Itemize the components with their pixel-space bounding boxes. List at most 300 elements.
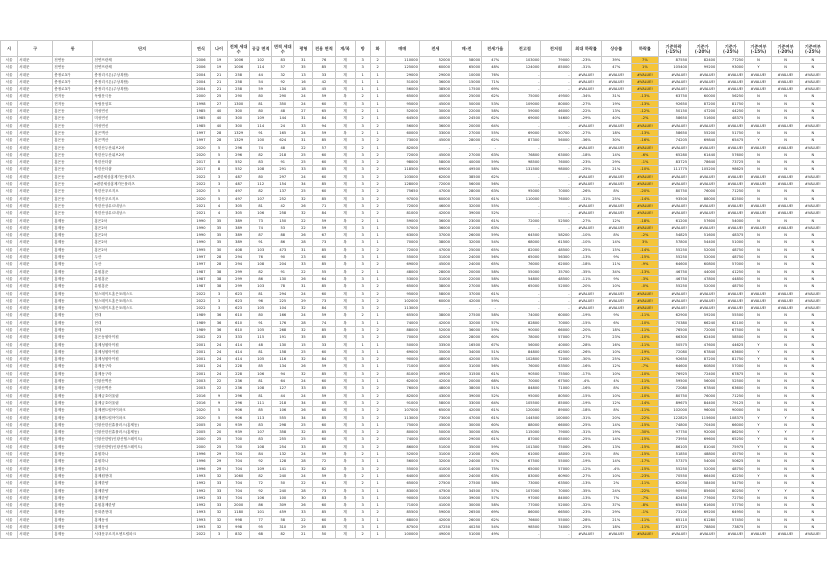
- table-cell[interactable]: 25: [210, 436, 227, 443]
- table-cell[interactable]: 서울: [1, 239, 18, 246]
- table-cell[interactable]: 42000: [419, 319, 451, 326]
- table-cell[interactable]: -3%: [631, 275, 658, 282]
- table-cell[interactable]: N: [772, 399, 799, 406]
- table-cell[interactable]: #VALUE!: [772, 202, 799, 209]
- table-cell[interactable]: #VALUE!: [689, 210, 717, 217]
- table-cell[interactable]: N: [799, 275, 826, 282]
- table-cell[interactable]: 79000: [541, 57, 571, 64]
- table-cell[interactable]: 3: [355, 443, 370, 450]
- table-cell[interactable]: 44625: [717, 341, 745, 348]
- table-cell[interactable]: 25%: [601, 195, 631, 202]
- table-cell[interactable]: 2006: [191, 57, 210, 64]
- table-cell[interactable]: 52500: [717, 378, 745, 385]
- table-cell[interactable]: 홍제동: [53, 319, 93, 326]
- table-cell[interactable]: 95000: [385, 100, 419, 107]
- table-cell[interactable]: 102800: [509, 356, 541, 363]
- table-cell[interactable]: 109: [250, 115, 272, 122]
- table-cell[interactable]: -20%: [571, 326, 601, 333]
- table-cell[interactable]: 82: [250, 268, 272, 275]
- table-cell[interactable]: 서대문: [18, 392, 53, 399]
- table-cell[interactable]: 49500: [541, 93, 571, 100]
- table-cell[interactable]: 2020: [191, 188, 210, 195]
- table-cell[interactable]: 2: [370, 392, 385, 399]
- table-cell[interactable]: 25: [294, 348, 313, 355]
- table-cell[interactable]: #VALUE!: [658, 290, 688, 297]
- table-cell[interactable]: 홍제동: [53, 239, 93, 246]
- table-cell[interactable]: 73000: [509, 480, 541, 487]
- table-cell[interactable]: 홍은동: [53, 115, 93, 122]
- table-cell[interactable]: 천연동: [53, 57, 93, 64]
- table-cell[interactable]: 34000: [452, 348, 482, 355]
- table-cell[interactable]: 150: [272, 217, 294, 224]
- table-cell[interactable]: 2: [355, 480, 370, 487]
- table-cell[interactable]: #VALUE!: [658, 181, 688, 188]
- table-cell[interactable]: N: [799, 443, 826, 450]
- table-cell[interactable]: 85: [313, 246, 335, 253]
- table-cell[interactable]: 75000: [509, 93, 541, 100]
- table-cell[interactable]: N: [772, 451, 799, 458]
- table-cell[interactable]: 24: [294, 472, 313, 479]
- table-cell[interactable]: 61600: [689, 502, 717, 509]
- table-cell[interactable]: 3: [355, 195, 370, 202]
- table-cell[interactable]: 24: [294, 392, 313, 399]
- table-cell[interactable]: 81750: [717, 100, 745, 107]
- table-cell[interactable]: 1990: [191, 239, 210, 246]
- table-cell[interactable]: 홍제동: [53, 494, 93, 501]
- table-cell[interactable]: 32: [294, 429, 313, 436]
- table-cell[interactable]: 홍제센트럴아이파크: [93, 407, 191, 414]
- table-cell[interactable]: 북한산상무르네상스: [93, 210, 191, 217]
- table-cell[interactable]: 2003: [191, 385, 210, 392]
- table-cell[interactable]: 111775: [658, 166, 688, 173]
- column-header[interactable]: 전저점: [541, 41, 571, 57]
- table-cell[interactable]: 62%: [482, 115, 509, 122]
- table-cell[interactable]: #VALUE!: [717, 173, 745, 180]
- table-cell[interactable]: 3: [355, 159, 370, 166]
- table-cell[interactable]: N: [799, 261, 826, 268]
- table-cell[interactable]: 52000: [541, 283, 571, 290]
- table-cell[interactable]: 59: [313, 392, 335, 399]
- table-cell[interactable]: 서대문: [18, 195, 53, 202]
- table-cell[interactable]: 25: [210, 93, 227, 100]
- table-cell[interactable]: -31%: [571, 195, 601, 202]
- table-cell[interactable]: 47%: [601, 64, 631, 71]
- table-cell[interactable]: 2020: [191, 407, 210, 414]
- table-cell[interactable]: #VALUE!: [717, 181, 745, 188]
- table-cell[interactable]: 25: [294, 436, 313, 443]
- table-cell[interactable]: 3: [210, 297, 227, 304]
- table-cell[interactable]: 1993: [191, 516, 210, 523]
- table-cell[interactable]: #VALUE!: [772, 210, 799, 217]
- table-cell[interactable]: 서울: [1, 64, 18, 71]
- table-cell[interactable]: 3: [355, 246, 370, 253]
- table-cell[interactable]: -: [509, 202, 541, 209]
- table-cell[interactable]: 3: [355, 188, 370, 195]
- table-cell[interactable]: 1: [370, 239, 385, 246]
- table-cell[interactable]: 57800: [658, 239, 688, 246]
- table-cell[interactable]: 49000: [419, 531, 451, 538]
- table-cell[interactable]: 36000: [452, 326, 482, 333]
- table-cell[interactable]: 12%: [601, 399, 631, 406]
- table-cell[interactable]: 2020: [191, 151, 210, 158]
- table-cell[interactable]: 14000: [452, 465, 482, 472]
- table-cell[interactable]: #VALUE!: [571, 144, 601, 151]
- table-cell[interactable]: 48500: [541, 275, 571, 282]
- table-cell[interactable]: 236: [228, 378, 250, 385]
- table-cell[interactable]: 1: [370, 494, 385, 501]
- table-cell[interactable]: 110000: [509, 195, 541, 202]
- table-cell[interactable]: 1: [370, 378, 385, 385]
- table-cell[interactable]: 58%: [482, 268, 509, 275]
- table-cell[interactable]: 22000: [452, 275, 482, 282]
- column-header[interactable]: 기준가 (-20%): [689, 41, 717, 57]
- table-cell[interactable]: 28000: [452, 334, 482, 341]
- table-cell[interactable]: 8: [210, 159, 227, 166]
- table-cell[interactable]: 98000: [541, 166, 571, 173]
- table-cell[interactable]: 인왕산벽산: [93, 378, 191, 385]
- table-cell[interactable]: 계: [335, 290, 355, 297]
- table-cell[interactable]: 74000: [509, 312, 541, 319]
- table-cell[interactable]: 57%: [482, 319, 509, 326]
- table-cell[interactable]: 서울: [1, 378, 18, 385]
- table-cell[interactable]: -10%: [571, 232, 601, 239]
- table-cell[interactable]: 두산: [93, 254, 191, 261]
- table-cell[interactable]: 2: [355, 451, 370, 458]
- table-cell[interactable]: 78000: [509, 334, 541, 341]
- table-cell[interactable]: 100000: [541, 414, 571, 421]
- table-cell[interactable]: N: [745, 108, 772, 115]
- table-cell[interactable]: 55000: [541, 458, 571, 465]
- table-cell[interactable]: 1: [355, 78, 370, 85]
- table-cell[interactable]: 294: [228, 254, 250, 261]
- table-cell[interactable]: 홍은동: [53, 108, 93, 115]
- table-cell[interactable]: 298: [272, 421, 294, 428]
- table-cell[interactable]: 3: [355, 64, 370, 71]
- table-cell[interactable]: 55000: [385, 254, 419, 261]
- table-cell[interactable]: 296: [228, 399, 250, 406]
- table-cell[interactable]: -14%: [631, 195, 658, 202]
- table-cell[interactable]: 113000: [385, 305, 419, 312]
- table-cell[interactable]: 홍은동: [53, 129, 93, 136]
- table-cell[interactable]: 85600: [689, 487, 717, 494]
- table-cell[interactable]: 1006: [228, 64, 250, 71]
- table-cell[interactable]: Y: [745, 414, 772, 421]
- table-cell[interactable]: 60: [313, 378, 335, 385]
- table-cell[interactable]: 32000: [419, 458, 451, 465]
- table-cell[interactable]: 75%: [482, 465, 509, 472]
- table-cell[interactable]: 240: [272, 472, 294, 479]
- table-cell[interactable]: #VALUE!: [745, 181, 772, 188]
- table-cell[interactable]: N: [772, 64, 799, 71]
- table-cell[interactable]: -15%: [571, 392, 601, 399]
- table-cell[interactable]: 63600: [717, 348, 745, 355]
- table-cell[interactable]: N: [799, 385, 826, 392]
- table-cell[interactable]: 74: [250, 144, 272, 151]
- table-cell[interactable]: 72080: [658, 348, 688, 355]
- column-header[interactable]: 시: [1, 41, 18, 57]
- table-cell[interactable]: 복: [335, 326, 355, 333]
- table-cell[interactable]: 홍은동원아이원: [93, 334, 191, 341]
- table-cell[interactable]: #VALUE!: [601, 71, 631, 78]
- table-cell[interactable]: 복: [335, 261, 355, 268]
- table-cell[interactable]: 35: [294, 64, 313, 71]
- table-cell[interactable]: #VALUE!: [658, 224, 688, 231]
- table-cell[interactable]: 1: [370, 93, 385, 100]
- table-cell[interactable]: 홍제성원아이원: [93, 348, 191, 355]
- table-cell[interactable]: 72000: [385, 151, 419, 158]
- table-cell[interactable]: 2: [370, 122, 385, 129]
- table-cell[interactable]: 서울: [1, 283, 18, 290]
- table-cell[interactable]: 서대문: [18, 494, 53, 501]
- table-cell[interactable]: 76000: [385, 385, 419, 392]
- table-cell[interactable]: N: [772, 494, 799, 501]
- table-cell[interactable]: 1: [355, 71, 370, 78]
- table-cell[interactable]: 26: [294, 275, 313, 282]
- table-cell[interactable]: 62%: [482, 137, 509, 144]
- table-cell[interactable]: 73: [313, 239, 335, 246]
- table-cell[interactable]: 서울: [1, 494, 18, 501]
- table-cell[interactable]: 74000: [385, 319, 419, 326]
- table-cell[interactable]: 1985: [191, 122, 210, 129]
- table-cell[interactable]: 50150: [658, 108, 688, 115]
- table-cell[interactable]: 3: [355, 516, 370, 523]
- table-cell[interactable]: 47250: [419, 524, 451, 531]
- table-cell[interactable]: 인왕산한양(인왕산힐스테이트): [93, 443, 191, 450]
- table-cell[interactable]: 서대문: [18, 151, 53, 158]
- table-cell[interactable]: #VALUE!: [717, 202, 745, 209]
- table-cell[interactable]: 58500: [717, 334, 745, 341]
- table-cell[interactable]: N: [772, 129, 799, 136]
- table-cell[interactable]: N: [745, 159, 772, 166]
- table-cell[interactable]: -25%: [571, 436, 601, 443]
- table-cell[interactable]: #VALUE!: [571, 71, 601, 78]
- table-cell[interactable]: 54400: [689, 239, 717, 246]
- table-cell[interactable]: N: [799, 100, 826, 107]
- table-cell[interactable]: 102000: [658, 407, 688, 414]
- table-cell[interactable]: 현대: [93, 319, 191, 326]
- table-cell[interactable]: 50625: [717, 458, 745, 465]
- table-cell[interactable]: 65000: [385, 480, 419, 487]
- table-cell[interactable]: 32: [294, 305, 313, 312]
- table-cell[interactable]: 70550: [658, 472, 688, 479]
- table-cell[interactable]: 4: [210, 202, 227, 209]
- table-cell[interactable]: 85000: [541, 64, 571, 71]
- table-cell[interactable]: 60: [313, 421, 335, 428]
- table-cell[interactable]: 92: [272, 78, 294, 85]
- table-cell[interactable]: 1: [370, 100, 385, 107]
- table-cell[interactable]: 81000: [385, 210, 419, 217]
- table-cell[interactable]: -35%: [571, 268, 601, 275]
- table-cell[interactable]: 389: [228, 217, 250, 224]
- table-cell[interactable]: N: [799, 407, 826, 414]
- table-cell[interactable]: 2: [370, 436, 385, 443]
- table-cell[interactable]: 85: [250, 407, 272, 414]
- table-cell[interactable]: 61280: [689, 516, 717, 523]
- table-cell[interactable]: 3: [355, 202, 370, 209]
- table-cell[interactable]: 계: [335, 429, 355, 436]
- table-cell[interactable]: 서대문: [18, 108, 53, 115]
- table-cell[interactable]: 65%: [482, 261, 509, 268]
- table-cell[interactable]: 5: [210, 151, 227, 158]
- table-cell[interactable]: 79000: [541, 429, 571, 436]
- table-cell[interactable]: 51600: [689, 232, 717, 239]
- table-cell[interactable]: 북한산두산위브2차: [93, 144, 191, 151]
- table-cell[interactable]: 83: [250, 159, 272, 166]
- table-cell[interactable]: 76: [313, 57, 335, 64]
- table-cell[interactable]: 88: [272, 232, 294, 239]
- table-cell[interactable]: 25000: [452, 246, 482, 253]
- table-cell[interactable]: 51000: [419, 494, 451, 501]
- table-cell[interactable]: 2: [355, 531, 370, 538]
- table-cell[interactable]: 서대문: [18, 363, 53, 370]
- table-cell[interactable]: 84: [313, 305, 335, 312]
- table-cell[interactable]: 58000: [452, 57, 482, 64]
- table-cell[interactable]: 유원홍제한양: [93, 502, 191, 509]
- table-cell[interactable]: 67: [313, 232, 335, 239]
- table-cell[interactable]: 64: [313, 275, 335, 282]
- table-cell[interactable]: 87300: [509, 137, 541, 144]
- table-cell[interactable]: N: [745, 407, 772, 414]
- table-cell[interactable]: -27%: [571, 129, 601, 136]
- table-cell[interactable]: 88000: [509, 421, 541, 428]
- table-cell[interactable]: 홍제동: [53, 268, 93, 275]
- table-cell[interactable]: 73875: [717, 524, 745, 531]
- table-cell[interactable]: 59%: [482, 297, 509, 304]
- table-cell[interactable]: N: [799, 494, 826, 501]
- table-cell[interactable]: 계: [335, 166, 355, 173]
- table-cell[interactable]: 73: [313, 487, 335, 494]
- table-cell[interactable]: 2017: [191, 159, 210, 166]
- table-cell[interactable]: 85500: [385, 509, 419, 516]
- table-cell[interactable]: 홍제동: [53, 516, 93, 523]
- table-cell[interactable]: -30%: [631, 429, 658, 436]
- table-cell[interactable]: -16%: [571, 385, 601, 392]
- table-cell[interactable]: -18%: [571, 261, 601, 268]
- table-cell[interactable]: 계: [335, 399, 355, 406]
- table-cell[interactable]: 복: [335, 239, 355, 246]
- table-cell[interactable]: 58%: [482, 166, 509, 173]
- table-cell[interactable]: 92650: [658, 100, 688, 107]
- table-cell[interactable]: Y: [745, 429, 772, 436]
- table-cell[interactable]: 46750: [658, 268, 688, 275]
- table-cell[interactable]: -15%: [631, 451, 658, 458]
- table-cell[interactable]: 계: [335, 78, 355, 85]
- table-cell[interactable]: 35000: [419, 348, 451, 355]
- table-cell[interactable]: -22%: [631, 487, 658, 494]
- table-cell[interactable]: 98000: [385, 159, 419, 166]
- table-cell[interactable]: 30000: [452, 502, 482, 509]
- table-cell[interactable]: 2000: [191, 436, 210, 443]
- table-cell[interactable]: 71: [313, 202, 335, 209]
- table-cell[interactable]: 1992: [191, 502, 210, 509]
- table-cell[interactable]: 85000: [541, 399, 571, 406]
- table-cell[interactable]: 84800: [509, 348, 541, 355]
- table-cell[interactable]: 51750: [717, 129, 745, 136]
- table-cell[interactable]: 서울: [1, 137, 18, 144]
- table-cell[interactable]: 56000: [509, 341, 541, 348]
- table-cell[interactable]: 홍제금호어울림: [93, 399, 191, 406]
- table-cell[interactable]: Y: [745, 487, 772, 494]
- table-cell[interactable]: 20000: [452, 268, 482, 275]
- table-cell[interactable]: -18%: [571, 407, 601, 414]
- table-cell[interactable]: 120000: [509, 407, 541, 414]
- table-cell[interactable]: -23%: [631, 472, 658, 479]
- table-cell[interactable]: 현대: [93, 312, 191, 319]
- column-header[interactable]: 기준여부 (-25%): [799, 41, 826, 57]
- table-cell[interactable]: 인왕산한양(인왕산힐스테이트): [93, 436, 191, 443]
- table-cell[interactable]: 서울: [1, 261, 18, 268]
- table-cell[interactable]: -28%: [571, 341, 601, 348]
- table-cell[interactable]: #VALUE!: [689, 71, 717, 78]
- table-cell[interactable]: N: [799, 421, 826, 428]
- table-cell[interactable]: 서울: [1, 451, 18, 458]
- table-cell[interactable]: N: [799, 480, 826, 487]
- table-cell[interactable]: 3: [355, 283, 370, 290]
- table-cell[interactable]: 서울: [1, 290, 18, 297]
- table-cell[interactable]: 47%: [482, 57, 509, 64]
- table-cell[interactable]: 66300: [658, 334, 688, 341]
- table-cell[interactable]: 29000: [385, 71, 419, 78]
- table-cell[interactable]: N: [772, 159, 799, 166]
- table-cell[interactable]: 83: [272, 57, 294, 64]
- table-cell[interactable]: 12%: [601, 363, 631, 370]
- table-cell[interactable]: 인왕산한신휴플러스(홍제동): [93, 421, 191, 428]
- table-cell[interactable]: #VALUE!: [745, 531, 772, 538]
- table-cell[interactable]: 2021: [191, 202, 210, 209]
- table-cell[interactable]: 59500: [658, 378, 688, 385]
- table-cell[interactable]: 90000: [509, 326, 541, 333]
- table-cell[interactable]: 59000: [385, 217, 419, 224]
- table-cell[interactable]: 3: [355, 122, 370, 129]
- table-cell[interactable]: 906: [228, 407, 250, 414]
- table-cell[interactable]: #VALUE!: [631, 173, 658, 180]
- table-cell[interactable]: #VALUE!: [601, 297, 631, 304]
- table-cell[interactable]: 11%: [601, 261, 631, 268]
- table-cell[interactable]: 홍은동: [53, 144, 93, 151]
- table-cell[interactable]: 1: [370, 516, 385, 523]
- table-cell[interactable]: 31: [294, 246, 313, 253]
- table-cell[interactable]: 계: [335, 531, 355, 538]
- table-cell[interactable]: 서울: [1, 319, 18, 326]
- table-cell[interactable]: 북한산두산위브2차: [93, 151, 191, 158]
- table-cell[interactable]: 100: [250, 137, 272, 144]
- table-cell[interactable]: 77: [250, 516, 272, 523]
- table-cell[interactable]: 69%: [482, 86, 509, 93]
- table-cell[interactable]: 미성연신: [93, 115, 191, 122]
- table-cell[interactable]: 58650: [658, 129, 688, 136]
- table-cell[interactable]: 115000: [509, 429, 541, 436]
- table-cell[interactable]: 2020: [191, 144, 210, 151]
- table-cell[interactable]: 16%: [601, 341, 631, 348]
- table-cell[interactable]: 홍은동: [53, 122, 93, 129]
- table-cell[interactable]: 홍제동: [53, 305, 93, 312]
- table-cell[interactable]: 165: [272, 129, 294, 136]
- table-cell[interactable]: N: [799, 451, 826, 458]
- table-cell[interactable]: 1: [370, 71, 385, 78]
- table-cell[interactable]: 59: [313, 312, 335, 319]
- table-cell[interactable]: 56000: [385, 86, 419, 93]
- table-cell[interactable]: 복: [335, 465, 355, 472]
- table-cell[interactable]: 2: [355, 129, 370, 136]
- table-cell[interactable]: 85: [313, 283, 335, 290]
- table-cell[interactable]: 72: [313, 458, 335, 465]
- table-cell[interactable]: 3: [355, 524, 370, 531]
- table-cell[interactable]: 서대문: [18, 173, 53, 180]
- table-cell[interactable]: 42000: [419, 378, 451, 385]
- table-cell[interactable]: 서대문: [18, 115, 53, 122]
- table-cell[interactable]: #VALUE!: [799, 290, 826, 297]
- table-cell[interactable]: N: [745, 232, 772, 239]
